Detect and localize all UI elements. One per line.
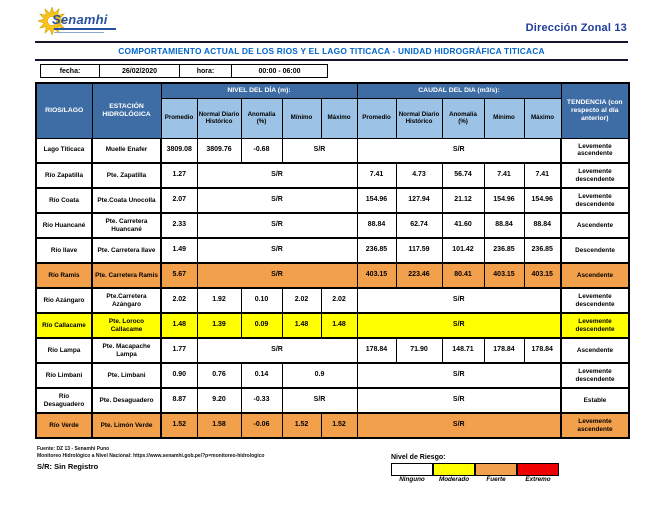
station-name: Pte. Carretera Ramis bbox=[92, 263, 161, 288]
station-name: Pte. Loroco Callacame bbox=[92, 313, 161, 338]
table-row bbox=[36, 263, 629, 288]
nivel-value: 0.90 bbox=[161, 363, 197, 388]
tendencia-value: Levemente descendente bbox=[561, 288, 629, 313]
table-row bbox=[36, 413, 629, 438]
risk-legend-boxes bbox=[391, 463, 571, 476]
nivel-value: 2.02 bbox=[161, 288, 197, 313]
caudal-value: 178.84 bbox=[484, 338, 524, 363]
tendencia-value: Estable bbox=[561, 388, 629, 413]
tendencia-value: Levemente ascendente bbox=[561, 138, 629, 163]
nivel-value: S/R bbox=[197, 238, 357, 263]
nivel-value: 1.48 bbox=[161, 313, 197, 338]
table-row bbox=[36, 363, 629, 388]
caudal-value: S/R bbox=[357, 413, 561, 438]
nivel-value: S/R bbox=[197, 188, 357, 213]
tendencia-value: Levemente ascendente bbox=[561, 413, 629, 438]
sub-header-caudal-3: Mínimo bbox=[484, 98, 524, 138]
table-row bbox=[36, 338, 629, 363]
river-name: Río Limbani bbox=[36, 363, 92, 388]
river-name: Río Desaguadero bbox=[36, 388, 92, 413]
tendencia-value: Descendente bbox=[561, 238, 629, 263]
caudal-value: 127.94 bbox=[396, 188, 442, 213]
river-name: Río Ramis bbox=[36, 263, 92, 288]
caudal-value: 62.74 bbox=[396, 213, 442, 238]
nivel-value: 2.33 bbox=[161, 213, 197, 238]
caudal-value: 88.84 bbox=[484, 213, 524, 238]
nivel-value: 5.67 bbox=[161, 263, 197, 288]
tendencia-value: Levemente descendente bbox=[561, 188, 629, 213]
risk-box-moderado bbox=[433, 463, 475, 476]
caudal-value: S/R bbox=[357, 313, 561, 338]
nivel-value: 1.52 bbox=[321, 413, 357, 438]
caudal-value: 117.59 bbox=[396, 238, 442, 263]
risk-label-extremo: Extremo bbox=[525, 476, 551, 483]
station-name: Pte. Desaguadero bbox=[92, 388, 161, 413]
group-header-nivel: NIVEL DEL DÍA (m): bbox=[161, 83, 357, 98]
table-row bbox=[36, 188, 629, 213]
nivel-value: 0.76 bbox=[197, 363, 241, 388]
nivel-value: 0.10 bbox=[241, 288, 282, 313]
nivel-value: 1.48 bbox=[321, 313, 357, 338]
caudal-value: 403.15 bbox=[357, 263, 396, 288]
caudal-value: S/R bbox=[357, 288, 561, 313]
nivel-value: -0.06 bbox=[241, 413, 282, 438]
station-name: Pte. Limbani bbox=[92, 363, 161, 388]
tendencia-value: Levemente descendente bbox=[561, 313, 629, 338]
river-name: Río Zapatilla bbox=[36, 163, 92, 188]
main-table bbox=[35, 82, 630, 439]
sub-header-caudal-0: Promedio bbox=[357, 98, 396, 138]
caudal-value: 154.96 bbox=[357, 188, 396, 213]
nivel-value: S/R bbox=[197, 338, 357, 363]
caudal-value: 21.12 bbox=[442, 188, 484, 213]
nivel-value: 9.20 bbox=[197, 388, 241, 413]
caudal-value: 7.41 bbox=[357, 163, 396, 188]
caudal-value: 154.96 bbox=[524, 188, 561, 213]
caudal-value: 7.41 bbox=[524, 163, 561, 188]
table-row bbox=[36, 238, 629, 263]
station-name: Pte. Zapatilla bbox=[92, 163, 161, 188]
sub-header-caudal-1: Normal Diario Histórico bbox=[396, 98, 442, 138]
caudal-value: 88.84 bbox=[524, 213, 561, 238]
risk-legend-labels bbox=[391, 476, 571, 483]
date-time-bar bbox=[40, 64, 328, 78]
nivel-value: 1.58 bbox=[197, 413, 241, 438]
caudal-value: 403.15 bbox=[484, 263, 524, 288]
station-name: Pte. Limón Verde bbox=[92, 413, 161, 438]
sub-header-caudal-2: Anomalía (%) bbox=[442, 98, 484, 138]
caudal-value: 148.71 bbox=[442, 338, 484, 363]
caudal-value: S/R bbox=[357, 363, 561, 388]
nivel-value: 2.02 bbox=[282, 288, 321, 313]
caudal-value: 236.85 bbox=[484, 238, 524, 263]
river-name: Río Lampa bbox=[36, 338, 92, 363]
col-header-rios-lago: RIOS/LAGO bbox=[36, 83, 92, 138]
table-row bbox=[36, 313, 629, 338]
station-name: Pte. Macapache Lampa bbox=[92, 338, 161, 363]
station-name: Muelle Enafer bbox=[92, 138, 161, 163]
sub-header-nivel-4: Máximo bbox=[321, 98, 357, 138]
group-header-caudal: CAUDAL DEL DIA (m3/s): bbox=[357, 83, 561, 98]
fecha-value: 26/02/2020 bbox=[100, 64, 180, 78]
caudal-value: S/R bbox=[357, 138, 561, 163]
station-name: Pte. Carretera Huancané bbox=[92, 213, 161, 238]
station-name: Pte.Carretera Azángaro bbox=[92, 288, 161, 313]
footer-monitoring-url[interactable]: Monitoreo Hidrológico a Nivel Nacional: https://www.senamhi.gob.pe/?p=monitoreo-hidrologico bbox=[37, 453, 265, 459]
river-name: Río Ilave bbox=[36, 238, 92, 263]
caudal-value: 403.15 bbox=[524, 263, 561, 288]
nivel-value: S/R bbox=[197, 213, 357, 238]
caudal-value: 236.85 bbox=[357, 238, 396, 263]
caudal-value: 71.90 bbox=[396, 338, 442, 363]
nivel-value: 1.52 bbox=[161, 413, 197, 438]
river-name: Lago Titicaca bbox=[36, 138, 92, 163]
risk-label-ninguno: Ninguno bbox=[399, 476, 425, 483]
nivel-value: 2.02 bbox=[321, 288, 357, 313]
nivel-value: 3809.08 bbox=[161, 138, 197, 163]
tendencia-value: Ascendente bbox=[561, 213, 629, 238]
senamhi-logo bbox=[38, 6, 158, 40]
caudal-value: 154.96 bbox=[484, 188, 524, 213]
nivel-value: 3809.76 bbox=[197, 138, 241, 163]
tendencia-value: Ascendente bbox=[561, 338, 629, 363]
nivel-value: 1.39 bbox=[197, 313, 241, 338]
risk-box-fuerte bbox=[475, 463, 517, 476]
sub-header-nivel-0: Promedio bbox=[161, 98, 197, 138]
caudal-value: 56.74 bbox=[442, 163, 484, 188]
caudal-value: 101.42 bbox=[442, 238, 484, 263]
nivel-value: 8.87 bbox=[161, 388, 197, 413]
nivel-value: 2.07 bbox=[161, 188, 197, 213]
nivel-value: 1.92 bbox=[197, 288, 241, 313]
caudal-value: 178.84 bbox=[524, 338, 561, 363]
river-name: Río Azángaro bbox=[36, 288, 92, 313]
river-name: Río Callacame bbox=[36, 313, 92, 338]
table-row bbox=[36, 163, 629, 188]
hora-label: hora: bbox=[180, 64, 232, 78]
logo-wordmark: Senamhi bbox=[52, 12, 108, 27]
col-header-estacion: ESTACIÓN HIDROLÓGICA bbox=[92, 83, 161, 138]
table-row bbox=[36, 138, 629, 163]
top-rule bbox=[35, 41, 628, 43]
tendencia-value: Ascendente bbox=[561, 263, 629, 288]
nivel-value: S/R bbox=[282, 388, 357, 413]
nivel-value: 1.27 bbox=[161, 163, 197, 188]
river-name: Río Huancané bbox=[36, 213, 92, 238]
nivel-value: 0.09 bbox=[241, 313, 282, 338]
nivel-value: -0.33 bbox=[241, 388, 282, 413]
sub-header-nivel-2: Anomalía (%) bbox=[241, 98, 282, 138]
risk-legend bbox=[391, 454, 571, 483]
table-row bbox=[36, 288, 629, 313]
risk-box-extremo bbox=[517, 463, 559, 476]
title-rule bbox=[35, 59, 628, 61]
nivel-value: 1.77 bbox=[161, 338, 197, 363]
sub-header-caudal-4: Máximo bbox=[524, 98, 561, 138]
tendencia-value: Levemente descendente bbox=[561, 163, 629, 188]
station-name: Pte.Coata Unocolla bbox=[92, 188, 161, 213]
caudal-value: 178.84 bbox=[357, 338, 396, 363]
nivel-value: 1.49 bbox=[161, 238, 197, 263]
table-row bbox=[36, 388, 629, 413]
nivel-value: 0.9 bbox=[282, 363, 357, 388]
caudal-value: 88.84 bbox=[357, 213, 396, 238]
fecha-label: fecha: bbox=[40, 64, 100, 78]
caudal-value: 236.85 bbox=[524, 238, 561, 263]
logo-underline bbox=[54, 28, 116, 30]
risk-legend-title: Nivel de Riesgo: bbox=[391, 454, 446, 461]
sub-header-nivel-1: Normal Diario Histórico bbox=[197, 98, 241, 138]
nivel-value: S/R bbox=[197, 163, 357, 188]
caudal-value: 41.60 bbox=[442, 213, 484, 238]
nivel-value: 0.14 bbox=[241, 363, 282, 388]
table-row bbox=[36, 213, 629, 238]
caudal-value: 4.73 bbox=[396, 163, 442, 188]
caudal-value: 80.41 bbox=[442, 263, 484, 288]
col-header-tendencia: TENDENCIA (con respecto al día anterior) bbox=[561, 83, 629, 138]
hora-value: 00:00 - 06:00 bbox=[232, 64, 328, 78]
risk-label-moderado: Moderado bbox=[438, 476, 470, 483]
nivel-value: S/R bbox=[197, 263, 357, 288]
page-title: COMPORTAMIENTO ACTUAL DE LOS RIOS Y EL LAGO TITICACA - UNIDAD HIDROGRÁFICA TITICACA bbox=[118, 46, 545, 56]
caudal-value: S/R bbox=[357, 388, 561, 413]
direction-title: Dirección Zonal 13 bbox=[525, 22, 627, 34]
nivel-value: S/R bbox=[282, 138, 357, 163]
nivel-value: 1.48 bbox=[282, 313, 321, 338]
logo-underline-2 bbox=[54, 32, 104, 33]
nivel-value: 1.52 bbox=[282, 413, 321, 438]
caudal-value: 223.46 bbox=[396, 263, 442, 288]
footer-source: Fuente: DZ 13 - Senamhi Puno bbox=[37, 446, 110, 452]
sub-header-nivel-3: Mínimo bbox=[282, 98, 321, 138]
tendencia-value: Levemente descendente bbox=[561, 363, 629, 388]
footer-sr-note: S/R: Sin Registro bbox=[37, 462, 99, 471]
river-name: Río Coata bbox=[36, 188, 92, 213]
risk-label-fuerte: Fuerte bbox=[486, 476, 506, 483]
risk-box-ninguno bbox=[391, 463, 433, 476]
nivel-value: -0.68 bbox=[241, 138, 282, 163]
river-name: Río Verde bbox=[36, 413, 92, 438]
station-name: Pte. Carretera Ilave bbox=[92, 238, 161, 263]
caudal-value: 7.41 bbox=[484, 163, 524, 188]
